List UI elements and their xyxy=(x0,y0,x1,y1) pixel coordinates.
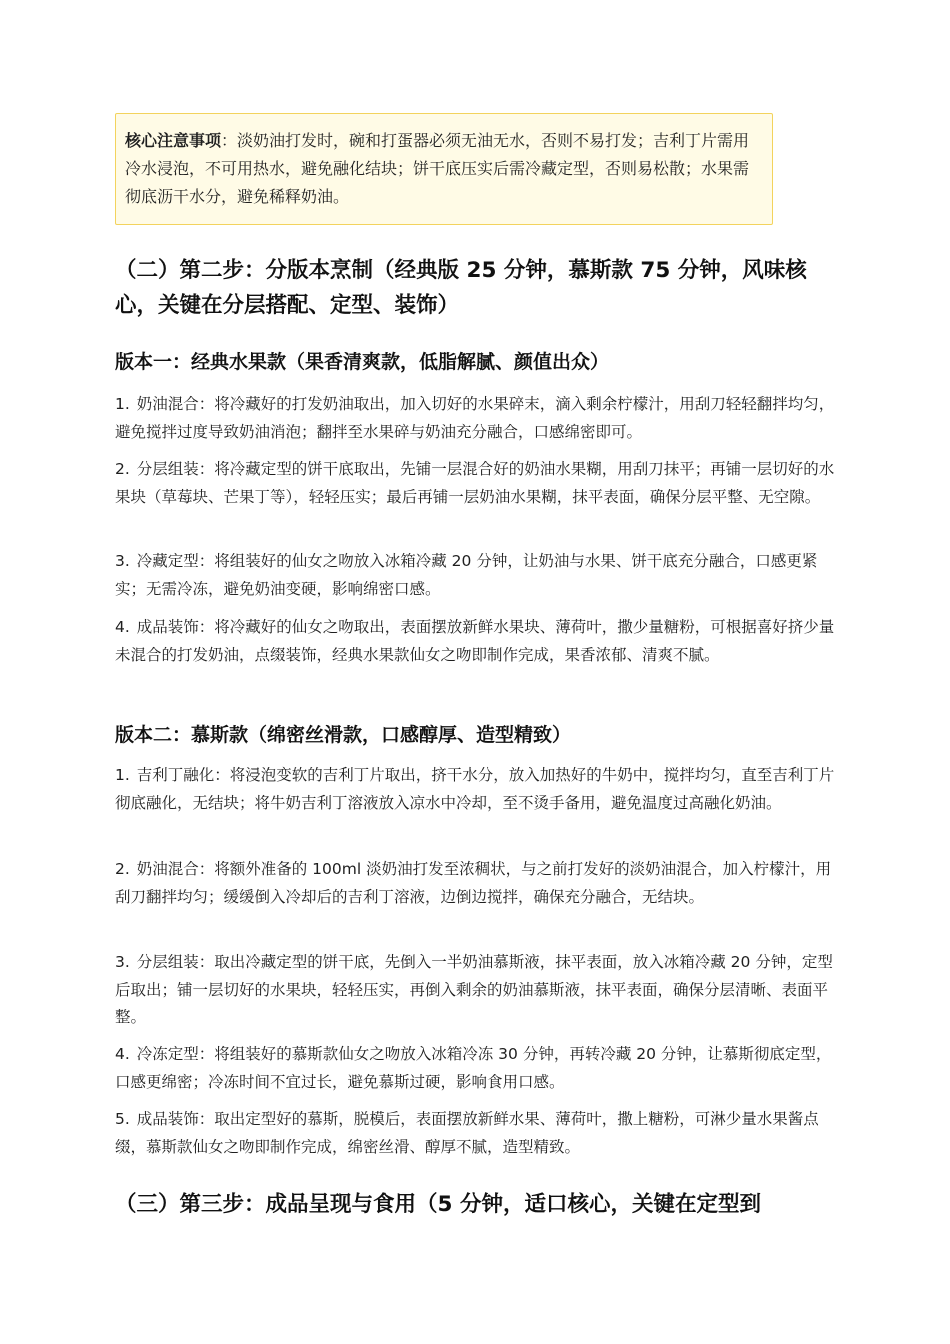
step-number: 1. xyxy=(115,395,130,413)
version-1-step-3 xyxy=(115,548,837,603)
step-number: 2. xyxy=(115,460,130,478)
step-text: 奶油混合：将冷藏好的打发奶油取出，加入切好的水果碎末，滴入剩余柠檬汁，用刮刀轻轻翻拌均匀，避免搅拌过度导致奶油消泡；翻拌至水果碎与奶油充分融合，口感绵密即可。 xyxy=(115,395,835,441)
step-number: 5. xyxy=(115,1110,130,1128)
step-text: 奶油混合：将额外准备的 100ml 淡奶油打发至浓稠状，与之前打发好的淡奶油混合，加入柠檬汁，用刮刀翻拌均匀；缓缓倒入冷却后的吉利丁溶液，边倒边搅拌，确保充分融合，无结块。 xyxy=(115,860,832,906)
step-text: 成品装饰：将冷藏好的仙女之吻取出，表面摆放新鲜水果块、薄荷叶，撒少量糖粉，可根据喜好挤少量未混合的打发奶油，点缀装饰，经典水果款仙女之吻即制作完成，果香浓郁、清爽不腻。 xyxy=(115,618,835,664)
step-number: 4. xyxy=(115,1045,130,1063)
section-3-heading: （三）第三步：成品呈现与食用（5 分钟，适口核心，关键在定型到 xyxy=(115,1192,761,1217)
note-text: ：淡奶油打发时，碗和打蛋器必须无油无水，否则不易打发；吉利丁片需用冷水浸泡，不可用热水，避免融化结块；饼干底压实后需冷藏定型，否则易松散；水果需彻底沥干水分，避免稀释奶油。 xyxy=(125,131,750,206)
step-text: 冷藏定型：将组装好的仙女之吻放入冰箱冷藏 20 分钟，让奶油与水果、饼干底充分融合，口感更紧实；无需冷冻，避免奶油变硬，影响绵密口感。 xyxy=(115,552,818,598)
version-1-step-2 xyxy=(115,456,837,511)
step-text: 吉利丁融化：将浸泡变软的吉利丁片取出，挤干水分，放入加热好的牛奶中，搅拌均匀，直至吉利丁片彻底融化，无结块；将牛奶吉利丁溶液放入凉水中冷却，至不烫手备用，避免温度过高融化奶油。 xyxy=(115,766,835,812)
version-1-heading: 版本一：经典水果款（果香清爽款，低脂解腻、颜值出众） xyxy=(115,351,610,373)
step-number: 3. xyxy=(115,552,130,570)
note-label: 核心注意事项 xyxy=(125,131,222,150)
step-text: 分层组装：取出冷藏定型的饼干底，先倒入一半奶油慕斯液，抹平表面，放入冰箱冷藏 20 分钟，定型后取出；铺一层切好的水果块，轻轻压实，再倒入剩余的奶油慕斯液，抹平表面，确保分层清晰、表面平整。 xyxy=(115,953,833,1026)
step-number: 2. xyxy=(115,860,130,878)
version-2-step-4 xyxy=(115,1041,837,1096)
step-text: 成品装饰：取出定型好的慕斯，脱模后，表面摆放新鲜水果、薄荷叶，撒上糖粉，可淋少量水果酱点缀，慕斯款仙女之吻即制作完成，绵密丝滑、醇厚不腻，造型精致。 xyxy=(115,1110,819,1156)
version-1-step-4 xyxy=(115,614,837,669)
note-callout xyxy=(115,113,773,225)
step-text: 冷冻定型：将组装好的慕斯款仙女之吻放入冰箱冷冻 30 分钟，再转冷藏 20 分钟，让慕斯彻底定型，口感更绵密；冷冻时间不宜过长，避免慕斯过硬，影响食用口感。 xyxy=(115,1045,832,1091)
step-number: 3. xyxy=(115,953,130,971)
version-2-step-2 xyxy=(115,856,837,911)
version-2-step-5 xyxy=(115,1106,837,1161)
section-2-heading: （二）第二步：分版本烹制（经典版 25 分钟，慕斯款 75 分钟，风味核心，关键在分层搭配、定型、装饰） xyxy=(115,258,807,318)
version-2-heading: 版本二：慕斯款（绵密丝滑款，口感醇厚、造型精致） xyxy=(115,724,572,746)
step-text: 分层组装：将冷藏定型的饼干底取出，先铺一层混合好的奶油水果糊，用刮刀抹平；再铺一层切好的水果块（草莓块、芒果丁等），轻轻压实；最后再铺一层奶油水果糊，抹平表面，确保分层平整、无空隙。 xyxy=(115,460,835,506)
step-number: 4. xyxy=(115,618,130,636)
version-2-step-3 xyxy=(115,949,837,1032)
step-number: 1. xyxy=(115,766,130,784)
version-2-step-1 xyxy=(115,762,837,817)
version-1-step-1 xyxy=(115,391,837,446)
